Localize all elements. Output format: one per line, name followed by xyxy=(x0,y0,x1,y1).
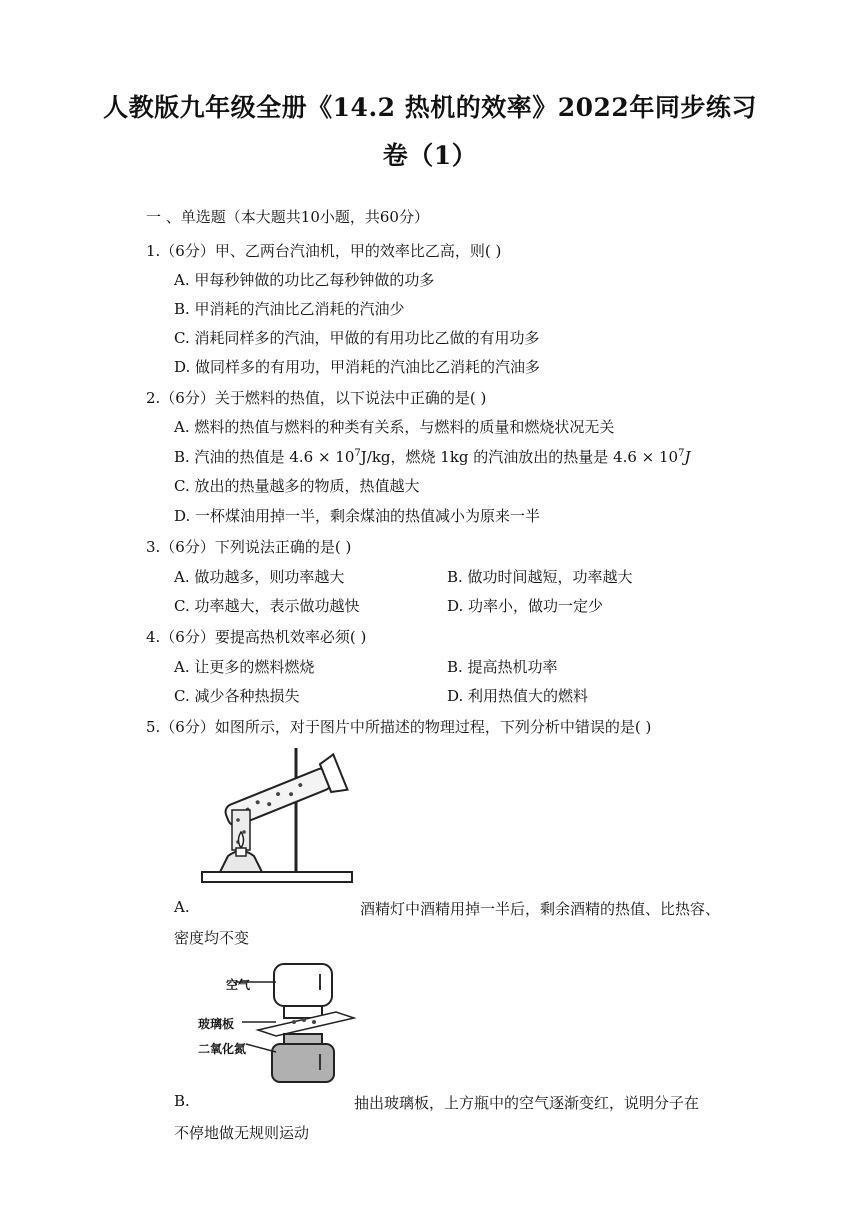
question-5-option-a-text-cont: 密度均不变 xyxy=(174,929,250,947)
question-4-option-d: D. 利用热值大的燃料 xyxy=(447,687,589,705)
question-3-stem: 3.（6分）下列说法正确的是( ) xyxy=(146,538,352,556)
title-line-2: 卷（1） xyxy=(382,141,478,170)
question-2-option-b xyxy=(174,446,691,467)
section-heading: 一 、单选题（本大题共10小题，共60分） xyxy=(146,208,429,226)
question-4-option-b: B. 提高热机功率 xyxy=(447,658,558,676)
figure-label-glass-plate: 玻璃板 xyxy=(198,1017,235,1031)
question-1-option-d: D. 做同样多的有用功，甲消耗的汽油比乙消耗的汽油多 xyxy=(174,358,541,376)
figure-label-nitrogen-dioxide: 二氧化氮 xyxy=(198,1042,247,1056)
figure-label-air: 空气 xyxy=(226,978,251,992)
question-5-option-b-text-cont: 不停地做无规则运动 xyxy=(174,1124,310,1142)
question-4-option-a: A. 让更多的燃料燃烧 xyxy=(174,658,315,676)
question-3-option-c: C. 功率越大，表示做功越快 xyxy=(174,597,360,615)
option-b-text-1: B. 汽油的热值是 4.6 × 10 xyxy=(174,448,355,466)
question-3-option-d: D. 功率小，做功一定少 xyxy=(447,597,604,615)
option-b-text-2: J/kg，燃烧 1kg 的汽油放出的热量是 4.6 × 10 xyxy=(360,448,679,466)
figure-gas-diffusion xyxy=(196,960,366,1086)
figure-alcohol-lamp xyxy=(196,740,366,890)
question-4-stem: 4.（6分）要提高热机效率必须( ) xyxy=(146,628,367,646)
question-5-option-a-text: 酒精灯中酒精用掉一半后，剩余酒精的热值、比热容、 xyxy=(360,900,721,918)
question-3-option-a: A. 做功越多，则功率越大 xyxy=(174,568,345,586)
question-1-stem: 1.（6分）甲、乙两台汽油机，甲的效率比乙高，则( ) xyxy=(146,242,502,260)
question-5-option-a-label: A. xyxy=(174,898,190,916)
question-2-option-c: C. 放出的热量越多的物质，热值越大 xyxy=(174,477,420,495)
question-2-option-a: A. 燃料的热值与燃料的种类有关系，与燃料的质量和燃烧状况无关 xyxy=(174,418,615,436)
question-2-option-d: D. 一杯煤油用掉一半，剩余煤油的热值减小为原来一半 xyxy=(174,507,541,525)
exponent-2: 7 xyxy=(678,448,685,459)
title-line-1: 人教版九年级全册《14.2 热机的效率》2022年同步练习 xyxy=(103,93,757,122)
exponent-1: 7 xyxy=(354,448,361,459)
question-4-option-c: C. 减少各种热损失 xyxy=(174,687,300,705)
question-5-option-b-text: 抽出玻璃板，上方瓶中的空气逐渐变红，说明分子在 xyxy=(354,1094,700,1112)
question-2-stem: 2.（6分）关于燃料的热值，以下说法中正确的是( ) xyxy=(146,389,487,407)
question-1-option-b: B. 甲消耗的汽油比乙消耗的汽油少 xyxy=(174,300,405,318)
question-1-option-a: A. 甲每秒钟做的功比乙每秒钟做的功多 xyxy=(174,271,435,289)
question-3-option-b: B. 做功时间越短，功率越大 xyxy=(447,568,633,586)
question-1-option-c: C. 消耗同样多的汽油，甲做的有用功比乙做的有用功多 xyxy=(174,329,540,347)
question-5-option-b-label: B. xyxy=(174,1092,190,1110)
option-b-unit: J xyxy=(684,448,691,466)
question-5-stem: 5.（6分）如图所示，对于图片中所描述的物理过程，下列分析中错误的是( ) xyxy=(146,718,652,736)
